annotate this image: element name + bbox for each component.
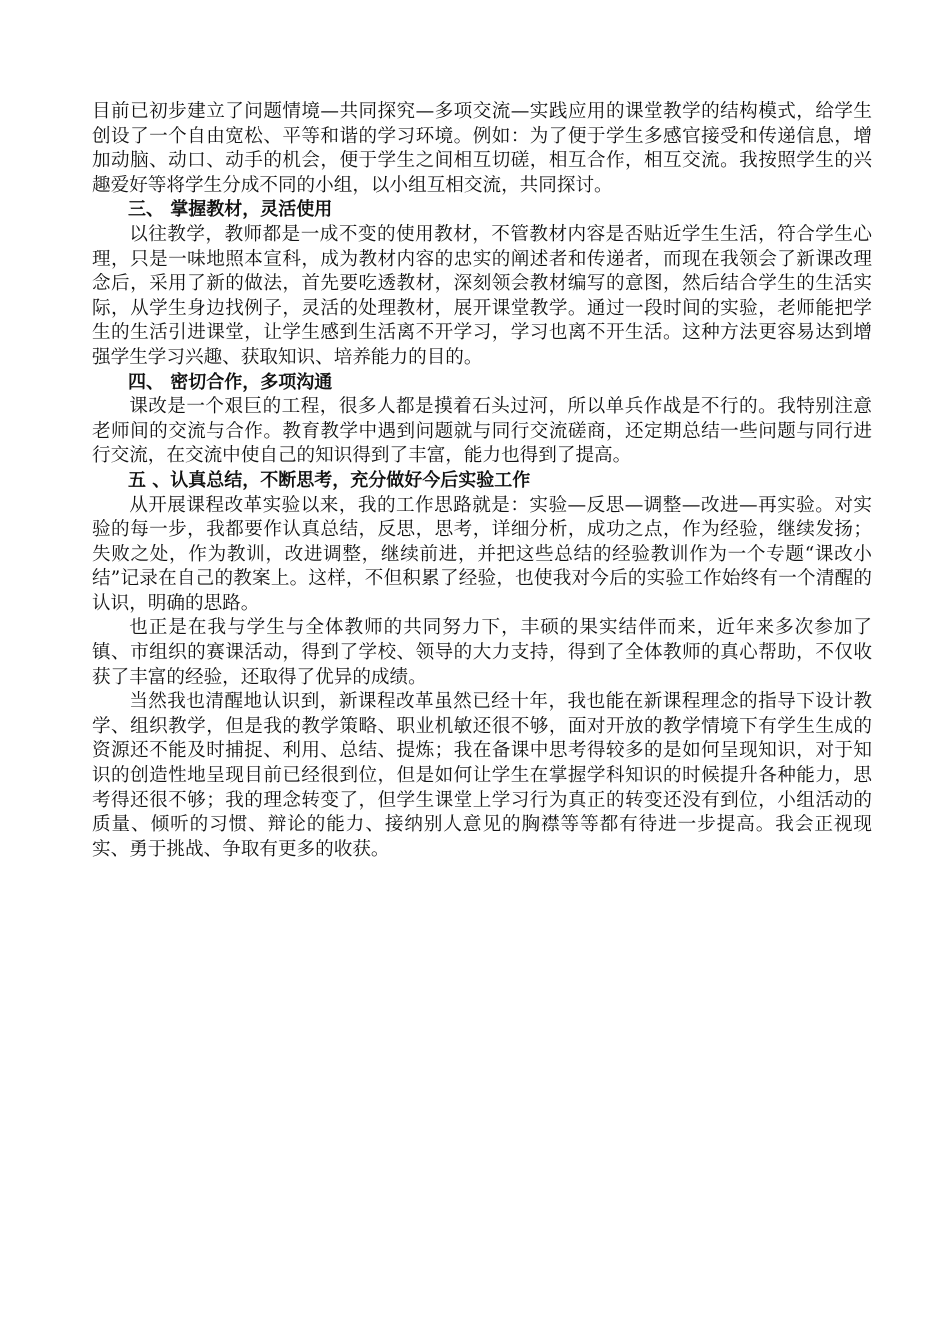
- paragraph-section-5a: 从开展课程改革实验以来，我的工作思路就是：实验—反思—调整—改进—再实验。对实验的每一步，我都要作认真总结，反思，思考，详细分析，成功之点，作为经验，继续发扬；失败之处，作为教训，改进调整，继续前进，并把这些总结的经验教训作为一个专题“课改小结”记录在自己的教案上。这样，不但积累了经验，也使我对今后的实验工作始终有一个清醒的认识，明确的思路。: [92, 494, 872, 614]
- paragraph-intro: 目前已初步建立了问题情境—共同探究—多项交流—实践应用的课堂教学的结构模式，给学生创设了一个自由宽松、平等和谐的学习环境。例如：为了便于学生多感官接受和传递信息，增加动脑、动口、动手的机会，便于学生之间相互切磋，相互合作，相互交流。我按照学生的兴趣爱好等将学生分成不同的小组，以小组互相交流，共同探讨。: [92, 101, 872, 196]
- paragraph-section-3: 以往教学，教师都是一成不变的使用教材，不管教材内容是否贴近学生生活，符合学生心理，只是一味地照本宣科，成为教材内容的忠实的阐述者和传递者，而现在我领会了新课改理念后，采用了新的做法，首先要吃透教材，深刻领会教材编写的意图，然后结合学生的生活实际，从学生身边找例子，灵活的处理教材，展开课堂教学。通过一段时间的实验，老师能把学生的生活引进课堂，让学生感到生活离不开学习，学习也离不开生活。这种方法更容易达到增强学生学习兴趣、获取知识、培养能力的目的。: [92, 223, 872, 368]
- paragraph-section-5c: 当然我也清醒地认识到，新课程改革虽然已经十年，我也能在新课程理念的指导下设计教学、组织教学，但是我的教学策略、职业机敏还很不够，面对开放的教学情境下有学生生成的资源还不能及时捕捉、利用、总结、提炼；我在备课中思考得较多的是如何呈现知识，对于知识的创造性地呈现目前已经很到位，但是如何让学生在掌握学科知识的时候提升各种能力，思考得还很不够；我的理念转变了，但学生课堂上学习行为真正的转变还没有到位，小组活动的质量、倾听的习惯、辩论的能力、接纳别人意见的胸襟等等都有待进一步提高。我会正视现实、勇于挑战、争取有更多的收获。: [92, 691, 872, 860]
- section-heading-4: 四、 密切合作，多项沟通: [128, 371, 333, 393]
- paragraph-section-4: 课改是一个艰巨的工程，很多人都是摸着石头过河，所以单兵作战是不行的。我特别注意老师间的交流与合作。教育教学中遇到问题就与同行交流磋商，还定期总结一些问题与同行进行交流，在交流中使自己的知识得到了丰富，能力也得到了提高。: [92, 396, 872, 467]
- paragraph-section-5b: 也正是在我与学生与全体教师的共同努力下，丰硕的果实结伴而来，近年来多次参加了镇、市组织的赛课活动，得到了学校、领导的大力支持，得到了全体教师的真心帮助，不仅收获了丰富的经验，还取得了优异的成绩。: [92, 617, 872, 688]
- section-heading-3: 三、 掌握教材，灵活使用: [128, 199, 333, 221]
- section-heading-5: 五 、认真总结，不断思考，充分做好今后实验工作: [128, 469, 531, 491]
- document-page: [92, 100, 872, 862]
